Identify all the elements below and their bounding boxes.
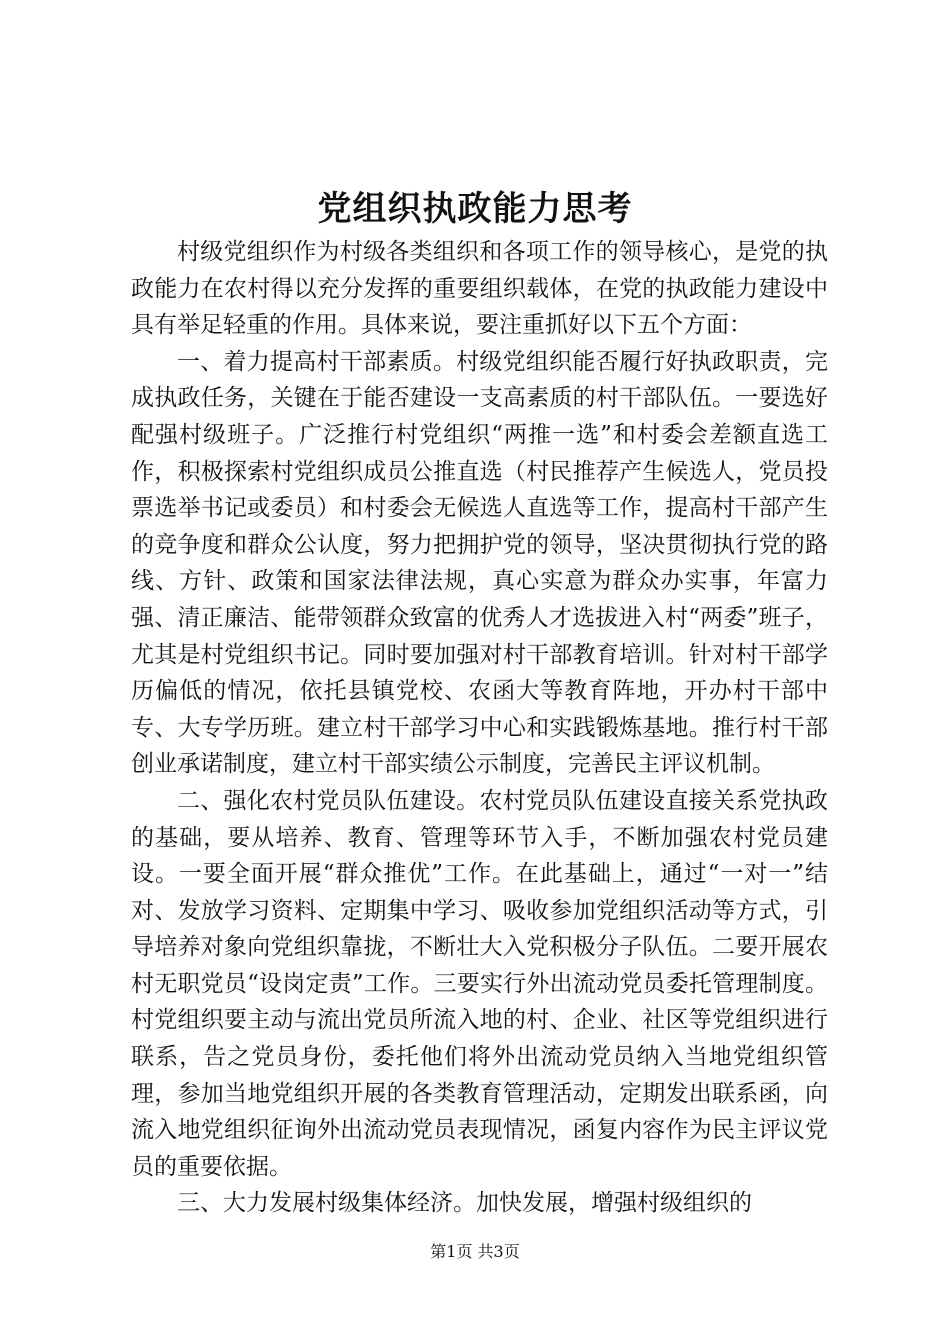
paragraph-section-2: 二、强化农村党员队伍建设。农村党员队伍建设直接关系党执政的基础，要从培养、教育、管理等环节入手，不断加强农村党员建设。一要全面开展“群众推优”工作。在此基础上，通过“一对一”结对、发放学习资料、定期集中学习、吸收参加党组织活动等方式，引导培养对象向党组织靠拢，不断壮大入党积极分子队伍。二要开展农村无职党员“设岗定责”工作。三要实行外出流动党员委托管理制度。村党组织要主动与流出党员所流入地的村、企业、社区等党组织进行联系，告之党员身份，委托他们将外出流动党员纳入当地党组织管理，参加当地党组织开展的各类教育管理活动，定期发出联系函，向流入地党组织征询外出流动党员表现情况，函复内容作为民主评议党员的重要依据。 xyxy=(131,787,828,1180)
document-title: 党组织执政能力思考 xyxy=(317,189,633,229)
paragraph-section-3: 三、大力发展村级集体经济。加快发展，增强村级组织的 xyxy=(177,1190,752,1217)
page-footer: 第1页 共3页 xyxy=(430,1242,520,1261)
paragraph-intro: 村级党组织作为村级各类组织和各项工作的领导核心，是党的执政能力在农村得以充分发挥的重要组织载体，在党的执政能力建设中具有举足轻重的作用。具体来说，要注重抓好以下五个方面： xyxy=(131,239,828,339)
paragraph-section-1: 一、着力提高村干部素质。村级党组织能否履行好执政职责，完成执政任务，关键在于能否建设一支高素质的村干部队伍。一要选好配强村级班子。广泛推行村党组织“两推一选”和村委会差额直选工作，积极探索村党组织成员公推直选（村民推荐产生候选人，党员投票选举书记或委员）和村委会无候选人直选等工作，提高村干部产生的竞争度和群众公认度，努力把拥护党的领导，坚决贯彻执行党的路线、方针、政策和国家法律法规，真心实意为群众办实事，年富力强、清正廉洁、能带领群众致富的优秀人才选拔进入村“两委”班子，尤其是村党组织书记。同时要加强对村干部教育培训。针对村干部学历偏低的情况，依托县镇党校、农函大等教育阵地，开办村干部中专、大专学历班。建立村干部学习中心和实践锻炼基地。推行村干部创业承诺制度，建立村干部实绩公示制度，完善民主评议机制。 xyxy=(131,348,828,778)
document-body xyxy=(131,234,828,1222)
